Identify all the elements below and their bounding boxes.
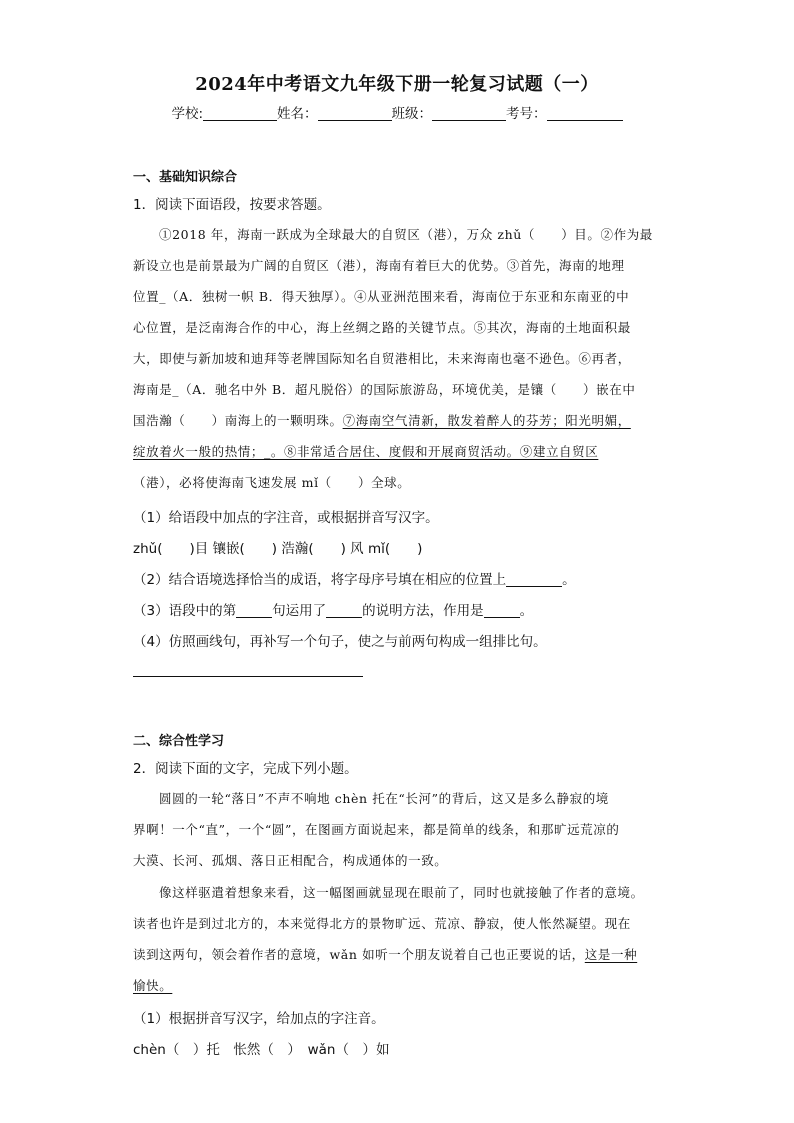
answer-blank[interactable] bbox=[326, 603, 362, 618]
exam-no-blank[interactable] bbox=[547, 106, 623, 121]
sub-question-1-1-items: zhǔ( )目 镶嵌( ) 浩瀚( ) 风 mǐ( ) bbox=[133, 541, 423, 557]
class-blank[interactable] bbox=[432, 106, 506, 121]
passage-line: ①2018 年，海南一跃成为全球最大的自贸区（港），万众 zhǔ（ ）目。②作为最 bbox=[159, 227, 653, 242]
answer-line[interactable] bbox=[133, 676, 363, 677]
student-info-row bbox=[0, 102, 794, 122]
passage-line: 心位置，是泛南海合作的中心，海上丝绸之路的关键节点。⑤其次，海南的土地面积最 bbox=[133, 320, 631, 335]
class-label: 班级： bbox=[391, 106, 433, 122]
underlined-sentence: 愉快。 bbox=[133, 978, 173, 993]
sub-question-1-3-text: 句运用了 bbox=[272, 603, 327, 619]
sub-question-1-3-text: 的说明方法，作用是 bbox=[362, 603, 484, 619]
sub-question-1-2-text: （2）结合语境选择恰当的成语，将字母序号填在相应的位置上 bbox=[133, 572, 507, 588]
sub-question-1-3-text: （3）语段中的第 bbox=[133, 603, 237, 619]
passage-line bbox=[133, 411, 631, 429]
sub-question-1-3 bbox=[133, 599, 533, 619]
sub-question-1-1: （1）给语段中加点的字注音，或根据拼音写汉字。 bbox=[133, 510, 439, 526]
sub-question-2-1: （1）根据拼音写汉字，给加点的字注音。 bbox=[133, 1011, 385, 1027]
passage-line: 大，即使与新加坡和迪拜等老牌国际知名自贸港相比，未来海南也毫不逊色。⑥再者， bbox=[133, 351, 631, 366]
school-blank[interactable] bbox=[203, 106, 277, 121]
sub-question-2-1-items: chèn（ ）托 怅然（ ） wǎn（ ）如 bbox=[133, 1042, 390, 1058]
sub-question-1-3-end: 。 bbox=[519, 603, 534, 619]
name-blank[interactable] bbox=[318, 106, 392, 121]
passage-line: 海南是_（A．驰名中外 B．超凡脱俗）的国际旅游岛，环境优美，是镶（ ）嵌在中 bbox=[133, 382, 636, 397]
exam-no-label: 考号： bbox=[506, 106, 547, 122]
sub-question-1-2 bbox=[133, 568, 576, 588]
section-heading-2: 二、综合性学习 bbox=[133, 734, 225, 749]
passage-segment: 国浩瀚（ ）南海上的一颗明珠。 bbox=[133, 413, 343, 428]
section-heading-1: 一、基础知识综合 bbox=[133, 170, 238, 185]
name-label: 姓名： bbox=[277, 106, 318, 122]
passage-line bbox=[133, 945, 637, 963]
passage-line bbox=[133, 976, 172, 994]
answer-blank[interactable] bbox=[236, 603, 272, 618]
question-1-prompt: 1．阅读下面语段，按要求答题。 bbox=[133, 197, 331, 213]
underlined-sentence: 绽放着火一般的热情；_。⑧非常适合居住、度假和开展商贸活动。⑨建立自贸区 bbox=[133, 444, 599, 459]
passage-line: （港），必将使海南飞速发展 mǐ（ ）全球。 bbox=[133, 475, 411, 490]
passage-line bbox=[133, 442, 598, 460]
passage-line: 像这样驱遣着想象来看，这一幅图画就显现在眼前了，同时也就接触了作者的意境。 bbox=[159, 885, 644, 900]
underlined-sentence: ⑦海南空气清新，散发着醉人的芬芳；阳光明媚， bbox=[342, 413, 631, 428]
passage-line: 圆圆的一轮“落日”不声不响地 chèn 托在“长河”的背后，这又是多么静寂的境 bbox=[159, 791, 609, 806]
passage-line: 读者也许是到过北方的，本来觉得北方的景物旷远、荒凉、静寂，使人怅然凝望。现在 bbox=[133, 916, 631, 931]
sub-question-1-2-end: 。 bbox=[562, 572, 576, 588]
passage-line: 大漠、长河、孤烟、落日正相配合，构成通体的一致。 bbox=[133, 853, 448, 868]
underlined-sentence: 这是一种 bbox=[584, 947, 638, 962]
passage-line: 新设立也是前景最为广阔的自贸区（港），海南有着巨大的优势。③首先，海南的地理 bbox=[133, 258, 625, 273]
answer-blank[interactable] bbox=[484, 603, 520, 618]
question-2-prompt: 2．阅读下面的文字，完成下列小题。 bbox=[133, 761, 358, 777]
passage-line: 界啊！一个“直”，一个“圆”，在图画方面说起来，都是简单的线条，和那旷远荒凉的 bbox=[133, 822, 620, 837]
answer-blank[interactable] bbox=[506, 572, 562, 587]
passage-segment: 读到这两句，领会着作者的意境，wǎn 如听一个朋友说着自己也正要说的话， bbox=[133, 947, 585, 962]
school-label: 学校: bbox=[171, 106, 204, 122]
sub-question-1-4: （4）仿照画线句，再补写一个句子，使之与前两句构成一组排比句。 bbox=[133, 634, 547, 650]
page-title: 2024年中考语文九年级下册一轮复习试题（一） bbox=[195, 74, 599, 95]
passage-line: 位置_（A．独树一帜 B．得天独厚）。④从亚洲范围来看，海南位于东亚和东南亚的中 bbox=[133, 289, 630, 304]
